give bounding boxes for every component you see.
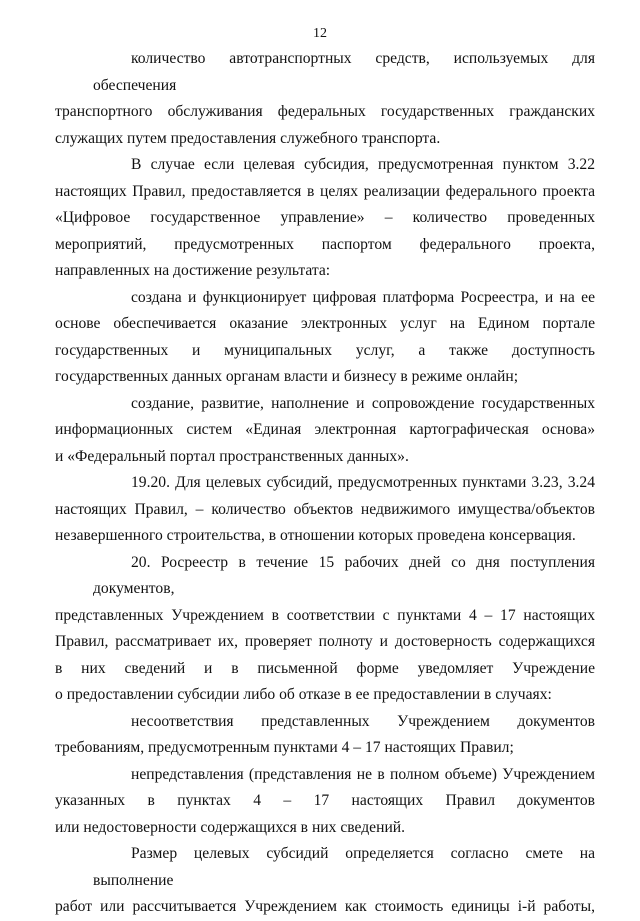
text-line: основе обеспечивается оказание электронных услуг на Едином портале	[55, 315, 595, 332]
text-line: государственных данных органам власти и бизнесу в режиме онлайн;	[55, 368, 519, 385]
text-line: Размер целевых субсидий определяется согласно смете на выполнение	[93, 845, 595, 889]
text-line: в них сведений и в письменной форме уведомляет Учреждение	[55, 659, 595, 677]
text-line: 19.20. Для целевых субсидий, предусмотренных пунктами 3.23, 3.24	[131, 474, 595, 491]
text-line: государственных и муниципальных услуг, а также доступность	[55, 341, 595, 359]
text-line: несоответствия представленных Учреждением документов	[131, 712, 595, 730]
page-number: 12	[313, 26, 327, 41]
paragraph-information-systems	[55, 391, 595, 471]
text-line: служащих путем предоставления служебного транспорта.	[55, 129, 441, 147]
text-line: и «Федеральный портал пространственных данных».	[55, 447, 409, 465]
text-line: создана и функционирует цифровая платформа Росреестра, и на ее	[131, 288, 595, 306]
document-body	[55, 46, 595, 921]
text-line: 20. Росреестр в течение 15 рабочих дней со дня поступления документов,	[93, 553, 595, 597]
paragraph-transport	[55, 46, 595, 152]
text-line: создание, развитие, наполнение и сопровождение государственных	[131, 394, 595, 412]
text-line: «Цифровое государственное управление» – количество проведенных	[55, 209, 595, 226]
text-line: информационных систем «Единая электронная картографическая основа»	[55, 421, 595, 438]
text-line: указанных в пунктах 4 – 17 настоящих Правил документов	[55, 792, 595, 809]
text-line: непредставления (представления не в полном объеме) Учреждением	[131, 765, 595, 783]
text-line: транспортного обслуживания федеральных государственных гражданских	[55, 103, 595, 120]
text-line: требованиям, предусмотренным пунктами 4 – 17 настоящих Правил;	[55, 739, 514, 756]
paragraph-subsidy-size	[55, 841, 595, 921]
text-line: о предоставлении субсидии либо об отказе в ее предоставлении в случаях:	[55, 686, 552, 703]
paragraph-digital-platform	[55, 285, 595, 391]
paragraph-nonconformity	[55, 709, 595, 762]
text-line: мероприятий, предусмотренных паспортом федерального проекта,	[55, 235, 595, 253]
text-line: Правил, рассматривает их, проверяет полноту и достоверность содержащихся	[55, 633, 595, 650]
text-line: направленных на достижение результата:	[55, 262, 331, 279]
paragraph-nonsubmission	[55, 762, 595, 842]
text-line: настоящих Правил, – количество объектов недвижимого имущества/объектов	[55, 500, 595, 518]
text-line: настоящих Правил, предоставляется в целях реализации федерального проекта	[55, 182, 595, 200]
text-line: работ или рассчитывается Учреждением как стоимость единицы i-й работы,	[55, 898, 595, 915]
paragraph-19-20	[55, 470, 595, 550]
text-line: представленных Учреждением в соответствии с пунктами 4 – 17 настоящих	[55, 606, 595, 624]
paragraph-subsidy-3-22	[55, 152, 595, 285]
text-line: количество автотранспортных средств, используемых для обеспечения	[93, 50, 595, 94]
text-line: В случае если целевая субсидия, предусмотренная пунктом 3.22	[131, 156, 595, 173]
paragraph-20	[55, 550, 595, 709]
text-line: или недостоверности содержащихся в них сведений.	[55, 818, 406, 836]
text-line: незавершенного строительства, в отношении которых проведена консервация.	[55, 527, 576, 544]
